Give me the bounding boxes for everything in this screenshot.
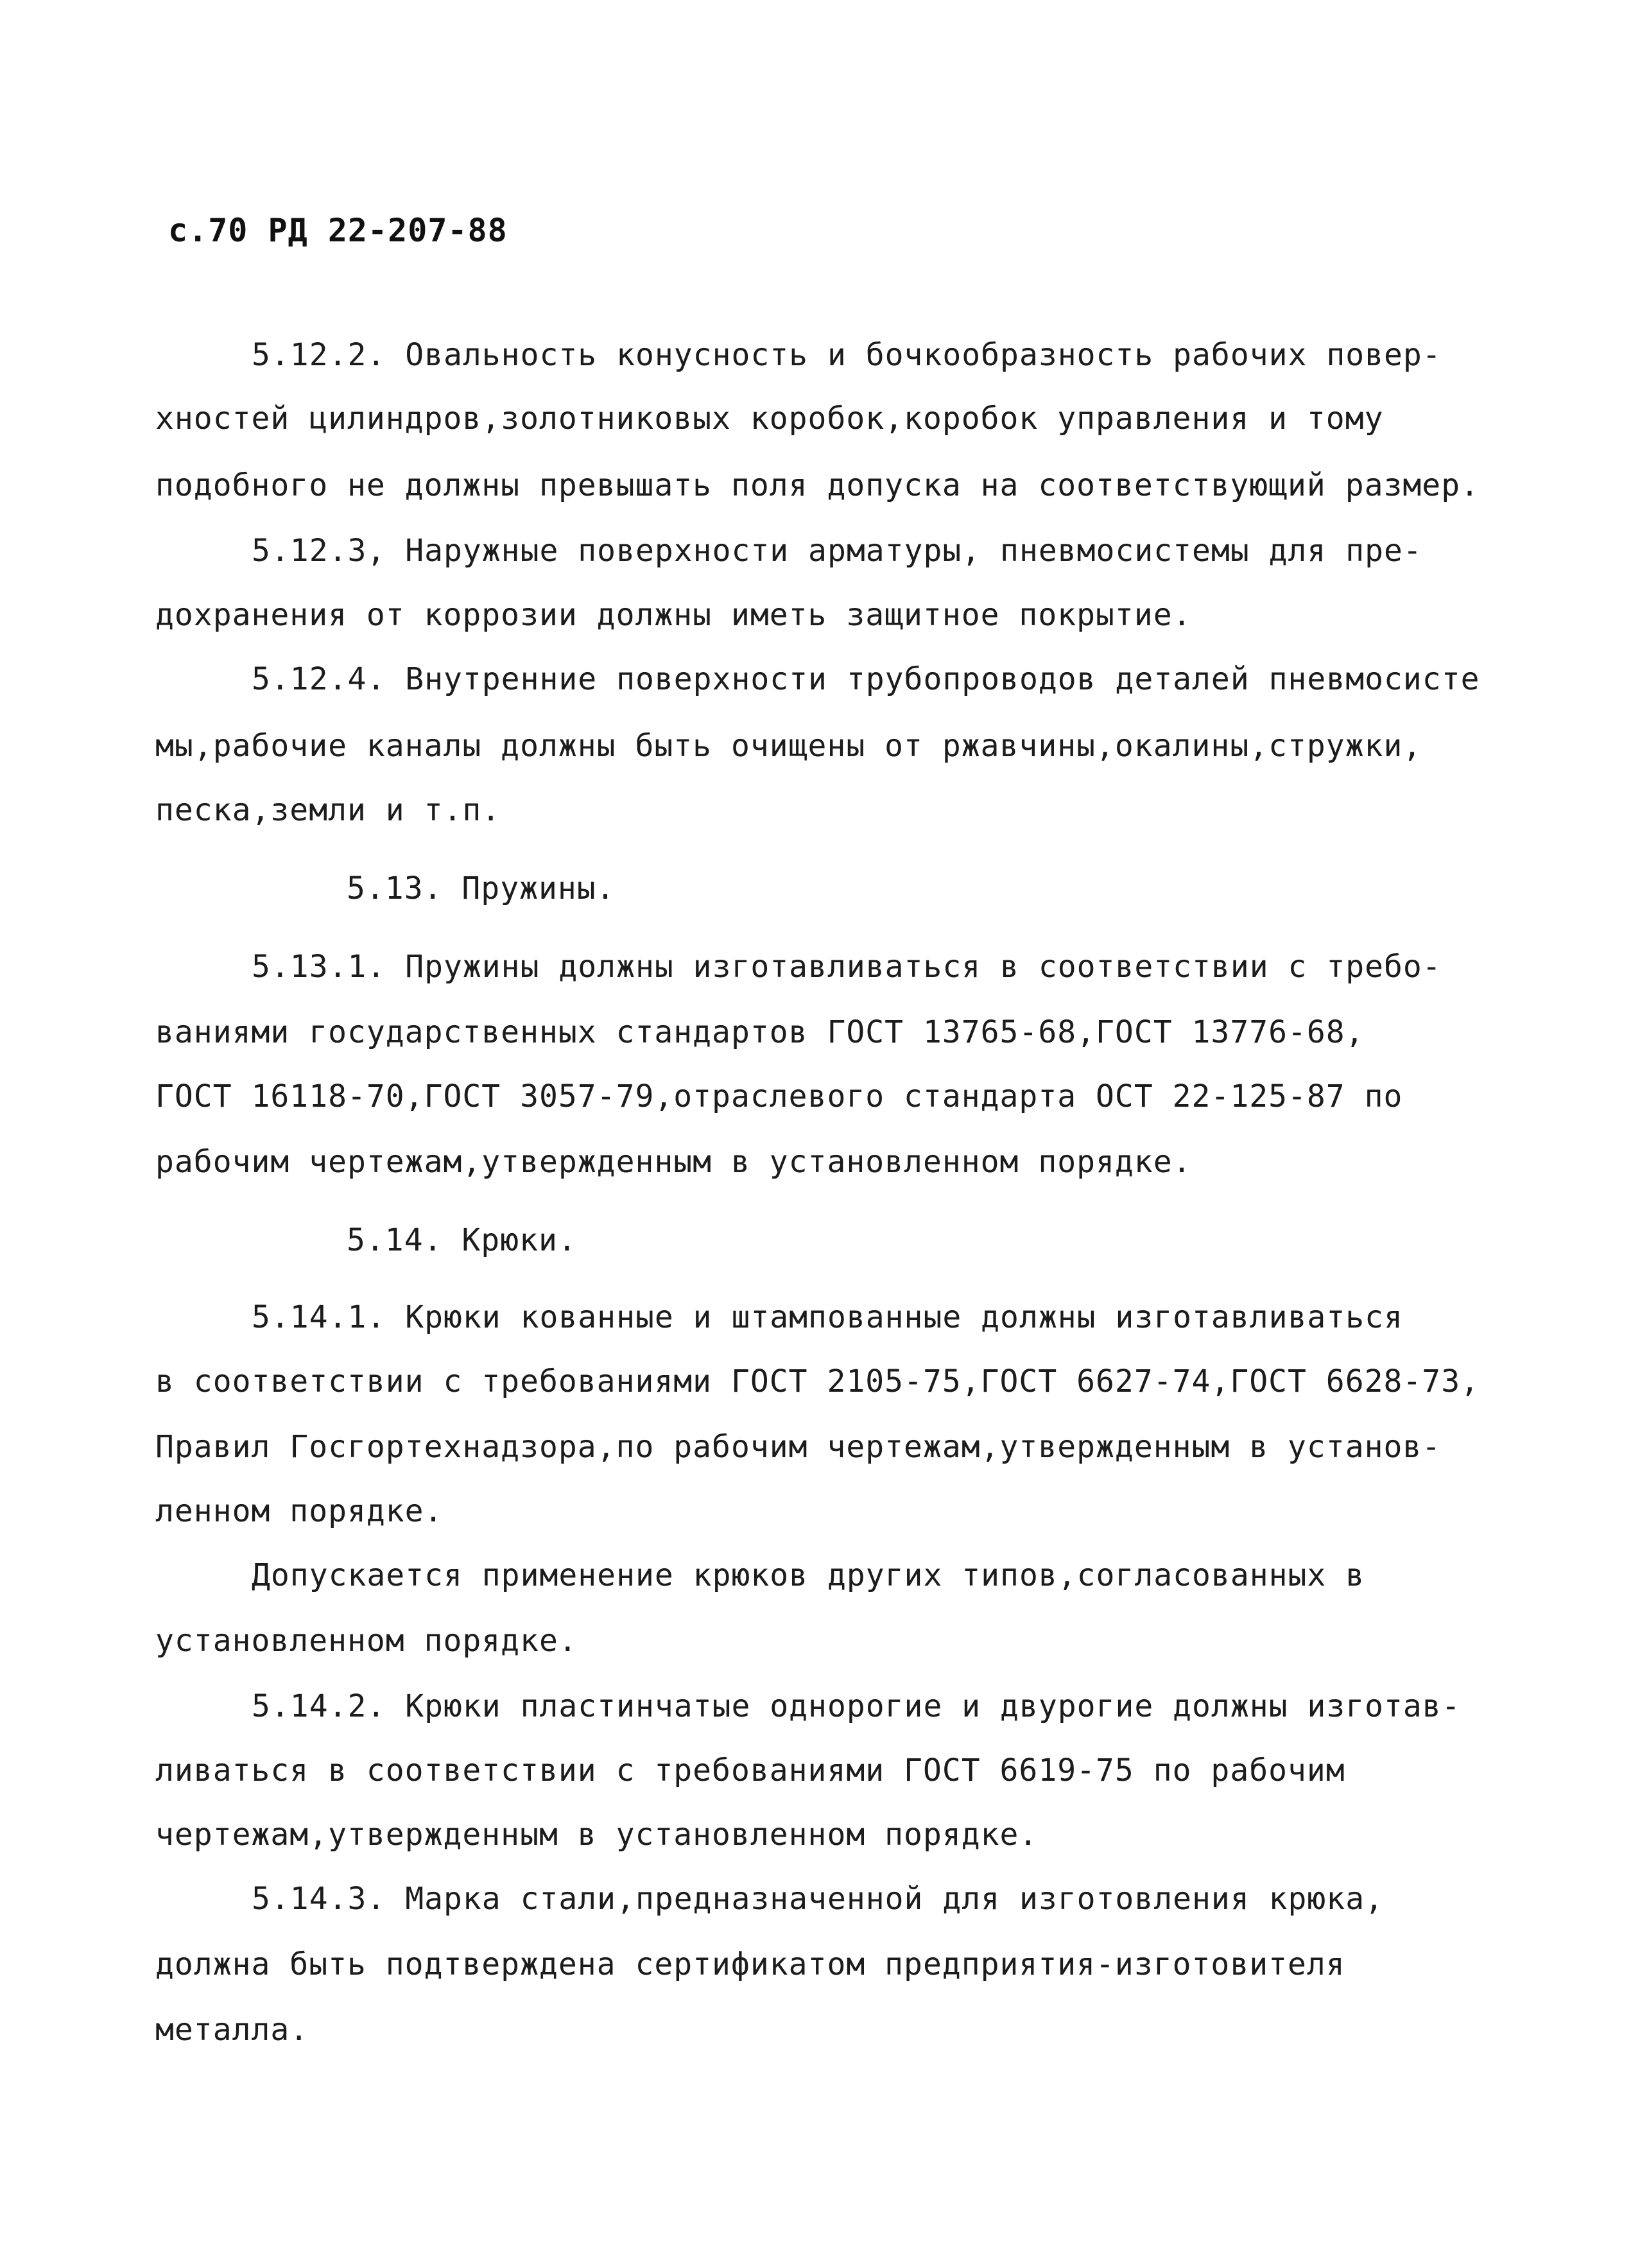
section-heading: 5.14. Крюки.	[347, 1222, 577, 1258]
text-line: в соответствии с требованиями ГОСТ 2105-75,ГОСТ 6627-74,ГОСТ 6628-73,	[155, 1363, 1480, 1399]
section-heading: 5.13. Пружины.	[347, 870, 616, 906]
page-header: с.70 РД 22-207-88	[168, 212, 508, 249]
text-line: мы,рабочие каналы должны быть очищены от ржавчины,окалины,стружки,	[155, 728, 1422, 764]
text-line: песка,земли и т.п.	[155, 792, 501, 828]
text-line: 5.12.3, Наружные поверхности арматуры, пневмосистемы для пре-	[252, 533, 1422, 569]
text-line: металла.	[155, 2012, 309, 2048]
text-line: установленном порядке.	[155, 1623, 578, 1659]
text-line: ваниями государственных стандартов ГОСТ 13765-68,ГОСТ 13776-68,	[155, 1014, 1365, 1050]
text-line: подобного не должны превышать поля допуска на соответствующий размер.	[155, 467, 1480, 503]
text-line: 5.13.1. Пружины должны изготавливаться в соответствии с требо-	[252, 949, 1442, 985]
text-line: 5.14.1. Крюки кованные и штампованные должны изготавливаться	[252, 1299, 1403, 1335]
text-line: хностей цилиндров,золотниковых коробок,коробок управления и тому	[155, 401, 1384, 437]
text-line: ленном порядке.	[155, 1493, 444, 1529]
text-line: ГОСТ 16118-70,ГОСТ 3057-79,отраслевого стандарта ОСТ 22-125-87 по	[155, 1078, 1403, 1114]
text-line: рабочим чертежам,утвержденным в установленном порядке.	[155, 1144, 1192, 1180]
text-line: 5.14.3. Марка стали,предназначенной для изготовления крюка,	[252, 1881, 1385, 1917]
text-line: 5.14.2. Крюки пластинчатые однорогие и двурогие должны изготав-	[252, 1688, 1461, 1724]
text-line: дохранения от коррозии должны иметь защитное покрытие.	[155, 597, 1192, 633]
text-line: Допускается применение крюков других типов,согласованных в	[252, 1557, 1365, 1593]
text-line: ливаться в соответствии с требованиями ГОСТ 6619-75 по рабочим	[155, 1753, 1345, 1788]
text-line: должна быть подтверждена сертификатом предприятия-изготовителя	[155, 1946, 1345, 1982]
text-line: 5.12.4. Внутренние поверхности трубопроводов деталей пневмосисте	[252, 661, 1480, 697]
text-line: 5.12.2. Овальность конусность и бочкообразность рабочих повер-	[252, 337, 1442, 373]
text-line: чертежам,утвержденным в установленном порядке.	[155, 1817, 1039, 1853]
text-line: Правил Госгортехнадзора,по рабочим чертежам,утвержденным в установ-	[155, 1429, 1442, 1465]
